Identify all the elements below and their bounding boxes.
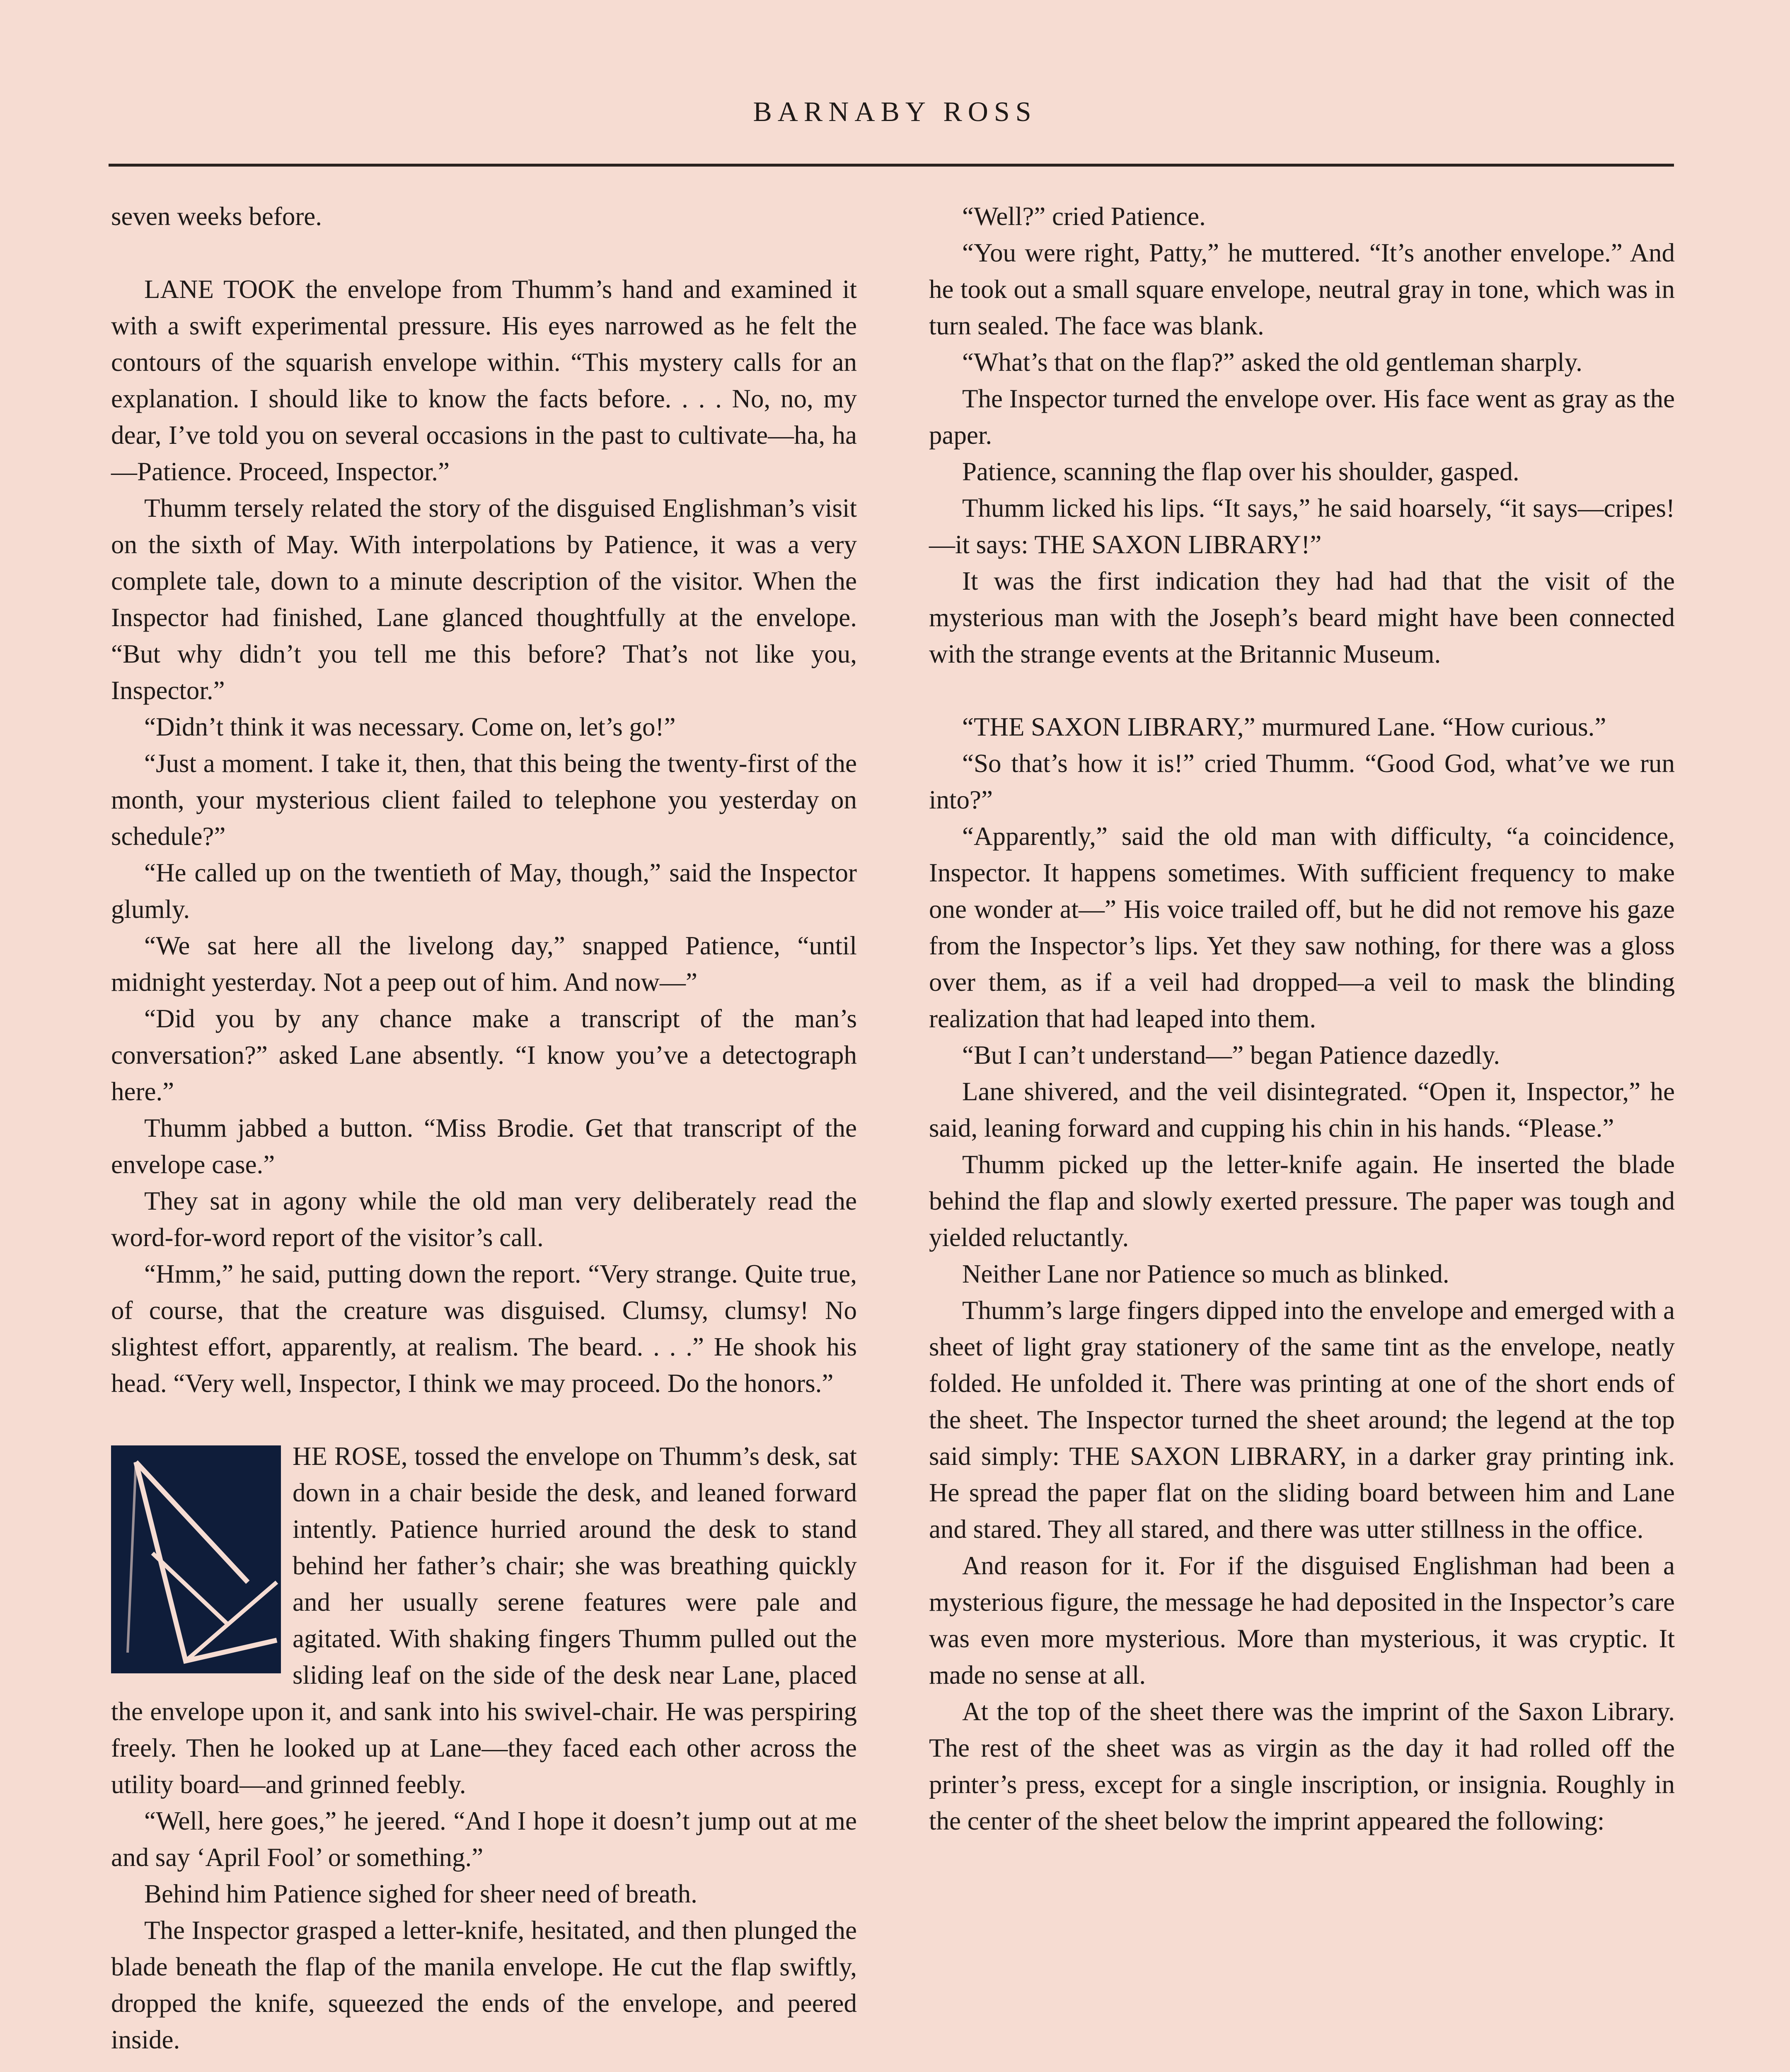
right-column bbox=[929, 198, 1675, 1839]
paragraph: The Inspector turned the envelope over. His face went as gray as the paper. bbox=[929, 384, 1675, 450]
paragraph: Thumm jabbed a button. “Miss Brodie. Get that transcript of the envelope case.” bbox=[111, 1113, 857, 1179]
paragraph: At the top of the sheet there was the imprint of the Saxon Library. The rest of the sheet was as virgin as the day it had rolled off the printer’s press, except for a single inscription, or insignia. Roughly in the center of the sheet below the imprint appeared the following: bbox=[929, 1697, 1675, 1835]
paragraph: Patience, scanning the flap over his shoulder, gasped. bbox=[962, 457, 1519, 486]
paragraph: “He called up on the twentieth of May, though,” said the Inspector glumly. bbox=[111, 858, 857, 924]
paragraph: “Hmm,” he said, putting down the report. “Very strange. Quite true, of course, that the creature was disguised. Clumsy, clumsy! No slightest effort, apparently, at realism. The beard. . . .” He shook his head. “Very well, Inspector, I think we may proceed. Do the honors.” bbox=[111, 1259, 857, 1398]
paragraph: Thumm licked his lips. “It says,” he said hoarsely, “it says—cripes!—it says: THE SAXON LIBRARY!” bbox=[929, 494, 1675, 559]
paragraph: “But I can’t understand—” began Patience dazedly. bbox=[962, 1041, 1500, 1070]
paragraph: “You were right, Patty,” he muttered. “It’s another envelope.” And he took out a small square envelope, neutral gray in tone, which was in turn sealed. The face was blank. bbox=[929, 238, 1675, 340]
paragraph: Thumm’s large fingers dipped into the envelope and emerged with a sheet of light gray stationery of the same tint as the envelope, neatly folded. He unfolded it. There was printing at one of the short ends of the sheet. The Inspector turned the sheet around; the legend at the top said simply: THE SAXON LIBRARY, in a darker gray printing ink. He spread the paper flat on the sliding board between him and Lane and stared. They all stared, and there was utter stillness in the office. bbox=[929, 1296, 1675, 1544]
paragraph: “So that’s how it is!” cried Thumm. “Good God, what’ve we run into?” bbox=[929, 749, 1675, 814]
running-head: BARNABY ROSS bbox=[753, 96, 1037, 127]
paragraph: HE ROSE, tossed the envelope on Thumm’s desk, sat down in a chair beside the desk, and leaned forward intently. Patience hurried around the desk to stand behind her father’s chair; she was breathing quickly and her usually serene features were pale and agitated. With shaking fingers Thumm pulled out the sliding leaf on the side of the desk near Lane, placed the envelope upon it, and sank into his swivel-chair. He was perspiring freely. Then he looked up at Lane—they faced each other across the utility board—and grinned feebly. bbox=[111, 1442, 857, 1799]
envelope-letter-T-icon bbox=[111, 1445, 281, 1673]
paragraph: “Apparently,” said the old man with difficulty, “a coincidence, Inspector. It happens sometimes. With sufficient frequency to make one wonder at—” His voice trailed off, but he did not remove his gaze from the Inspector’s lips. Yet they saw nothing, for there was a gloss over them, as if a veil had dropped—a veil to mask the blinding realization that had leaped into them. bbox=[929, 822, 1675, 1033]
paragraph: And reason for it. For if the disguised Englishman had been a mysterious figure, the message he had deposited in the Inspector’s care was even more mysterious. More than mysterious, it was cryptic. It made no sense at all. bbox=[929, 1551, 1675, 1690]
paragraph: It was the first indication they had had that the visit of the mysterious man with the Joseph’s beard might have been connected with the strange events at the Britannic Museum. bbox=[929, 566, 1675, 668]
paragraph: Behind him Patience sighed for sheer need of breath. bbox=[144, 1879, 697, 1908]
paragraph: Lane shivered, and the veil disintegrated. “Open it, Inspector,” he said, leaning forward and cupping his chin in his hands. “Please.” bbox=[929, 1077, 1675, 1143]
paragraph: “Didn’t think it was necessary. Come on, let’s go!” bbox=[144, 712, 676, 741]
paragraph: Thumm tersely related the story of the disguised Englishman’s visit on the sixth of May. With interpolations by Patience, it was a very complete tale, down to a minute description of the visitor. When the Inspector had finished, Lane glanced thoughtfully at the envelope. “But why didn’t you tell me this before? That’s not like you, Inspector.” bbox=[111, 494, 857, 705]
paragraph: “We sat here all the livelong day,” snapped Patience, “until midnight yesterday. Not a peep out of him. And now—” bbox=[111, 931, 857, 997]
paragraph: seven weeks before. bbox=[111, 202, 322, 231]
header-rule bbox=[109, 164, 1674, 167]
left-column bbox=[111, 198, 857, 2058]
paragraph: Thumm picked up the letter-knife again. He inserted the blade behind the flap and slowly exerted pressure. The paper was tough and yielded reluctantly. bbox=[929, 1150, 1675, 1252]
paragraph: The Inspector grasped a letter-knife, hesitated, and then plunged the blade beneath the flap of the manila envelope. He cut the flap swiftly, dropped the knife, squeezed the ends of the envelope, and peered inside. bbox=[111, 1916, 857, 2054]
paragraph: They sat in agony while the old man very deliberately read the word-for-word report of the visitor’s call. bbox=[111, 1186, 857, 1252]
paragraph: “Well, here goes,” he jeered. “And I hope it doesn’t jump out at me and say ‘April Fool’ or something.” bbox=[111, 1806, 857, 1872]
paragraph: “Just a moment. I take it, then, that this being the twenty-first of the month, your mysterious client failed to telephone you yesterday on schedule?” bbox=[111, 749, 857, 851]
paragraph: “Did you by any chance make a transcript of the man’s conversation?” asked Lane absently. “I know you’ve a detectograph here.” bbox=[111, 1004, 857, 1106]
paragraph: “THE SAXON LIBRARY,” murmured Lane. “How curious.” bbox=[962, 712, 1606, 741]
paragraph: “What’s that on the flap?” asked the old gentleman sharply. bbox=[962, 348, 1582, 377]
paragraph: LANE TOOK the envelope from Thumm’s hand and examined it with a swift experimental pressure. His eyes narrowed as he felt the contours of the squarish envelope within. “This mystery calls for an explanation. I should like to know the facts before. . . . No, no, my dear, I’ve told you on several occasions in the past to cultivate—ha, ha—Patience. Proceed, Inspector.” bbox=[111, 275, 857, 486]
paragraph: Neither Lane nor Patience so much as blinked. bbox=[962, 1259, 1449, 1288]
paragraph: “Well?” cried Patience. bbox=[962, 202, 1206, 231]
